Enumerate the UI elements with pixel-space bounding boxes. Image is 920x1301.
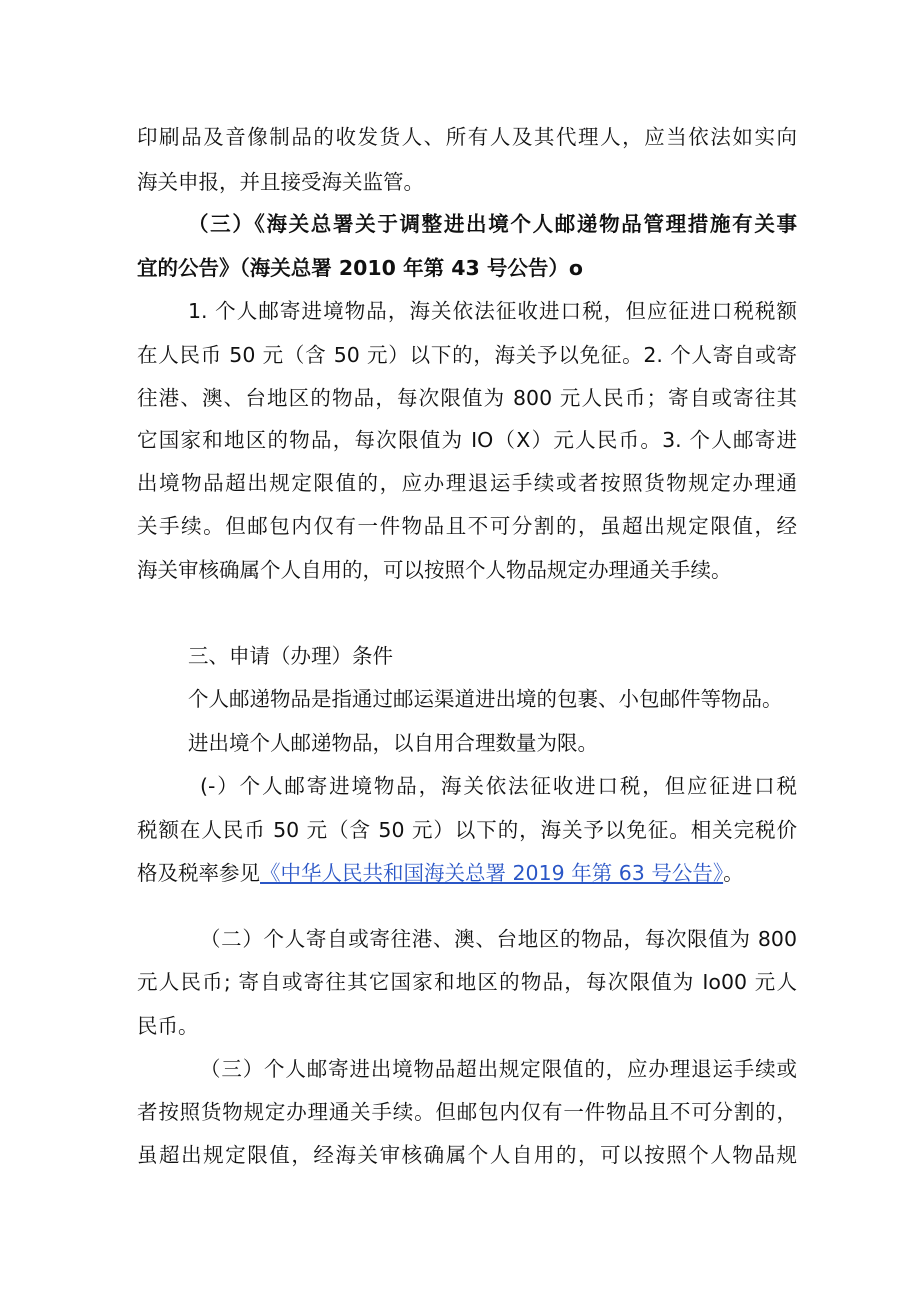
condition-item-1: (-）个人邮寄进境物品，海关依法征收进口税，但应征进口税 [200, 774, 797, 798]
body-line: 出境物品超出规定限值的，应办理退运手续或者按照货物规定办理通 [137, 471, 797, 495]
body-line: 往港、澳、台地区的物品，每次限值为 800 元人民币；寄自或寄往其 [137, 386, 797, 410]
body-line: 它国家和地区的物品，每次限值为 IO（X）元人民币。3. 个人邮寄进 [137, 428, 797, 452]
conditions-paragraph: 个人邮递物品是指通过邮运渠道进出境的包裹、小包邮件等物品。 [188, 687, 783, 711]
condition-item-2: （二）个人寄自或寄往港、澳、台地区的物品，每次限值为 800 [200, 927, 797, 951]
condition-item-2: 民币。 [137, 1014, 199, 1038]
body-line: 1. 个人邮寄进境物品，海关依法征收进口税，但应征进口税税额 [188, 299, 797, 323]
conditions-title: 三、申请（办理）条件 [188, 644, 393, 668]
condition-item-1: 税额在人民币 50 元（含 50 元）以下的，海关予以免征。相关完税价 [137, 818, 797, 842]
condition-item-3: （三）个人邮寄进出境物品超出规定限值的，应办理退运手续或 [200, 1057, 797, 1081]
body-line: 关手续。但邮包内仅有一件物品且不可分割的，虽超出规定限值，经 [137, 514, 797, 538]
body-line: 在人民币 50 元（含 50 元）以下的，海关予以免征。2. 个人寄自或寄 [137, 343, 797, 367]
condition-item-2: 元人民币; 寄自或寄往其它国家和地区的物品，每次限值为 Io00 元人 [137, 970, 797, 994]
item1-suffix: 。 [723, 861, 744, 885]
section-heading: 宜的公告》（海关总署 2010 年第 43 号公告）o [137, 256, 583, 280]
condition-item-3: 虽超出规定限值，经海关审核确属个人自用的，可以按照个人物品规 [137, 1143, 797, 1167]
section-heading: （三）《海关总署关于调整进出境个人邮递物品管理措施有关事 [188, 212, 797, 236]
condition-item-1 [137, 858, 797, 888]
conditions-paragraph: 进出境个人邮递物品，以自用合理数量为限。 [188, 731, 598, 755]
intro-line: 印刷品及音像制品的收发货人、所有人及其代理人，应当依法如实向 [137, 125, 797, 149]
announcement-link[interactable]: 《中华人民共和国海关总署 2019 年第 63 号公告》 [260, 861, 724, 885]
condition-item-3: 者按照货物规定办理通关手续。但邮包内仅有一件物品且不可分割的， [137, 1100, 797, 1124]
intro-line: 海关申报，并且接受海关监管。 [137, 170, 424, 194]
item1-prefix: 格及税率参见 [137, 861, 260, 885]
body-line: 海关审核确属个人自用的，可以按照个人物品规定办理通关手续。 [137, 558, 732, 582]
